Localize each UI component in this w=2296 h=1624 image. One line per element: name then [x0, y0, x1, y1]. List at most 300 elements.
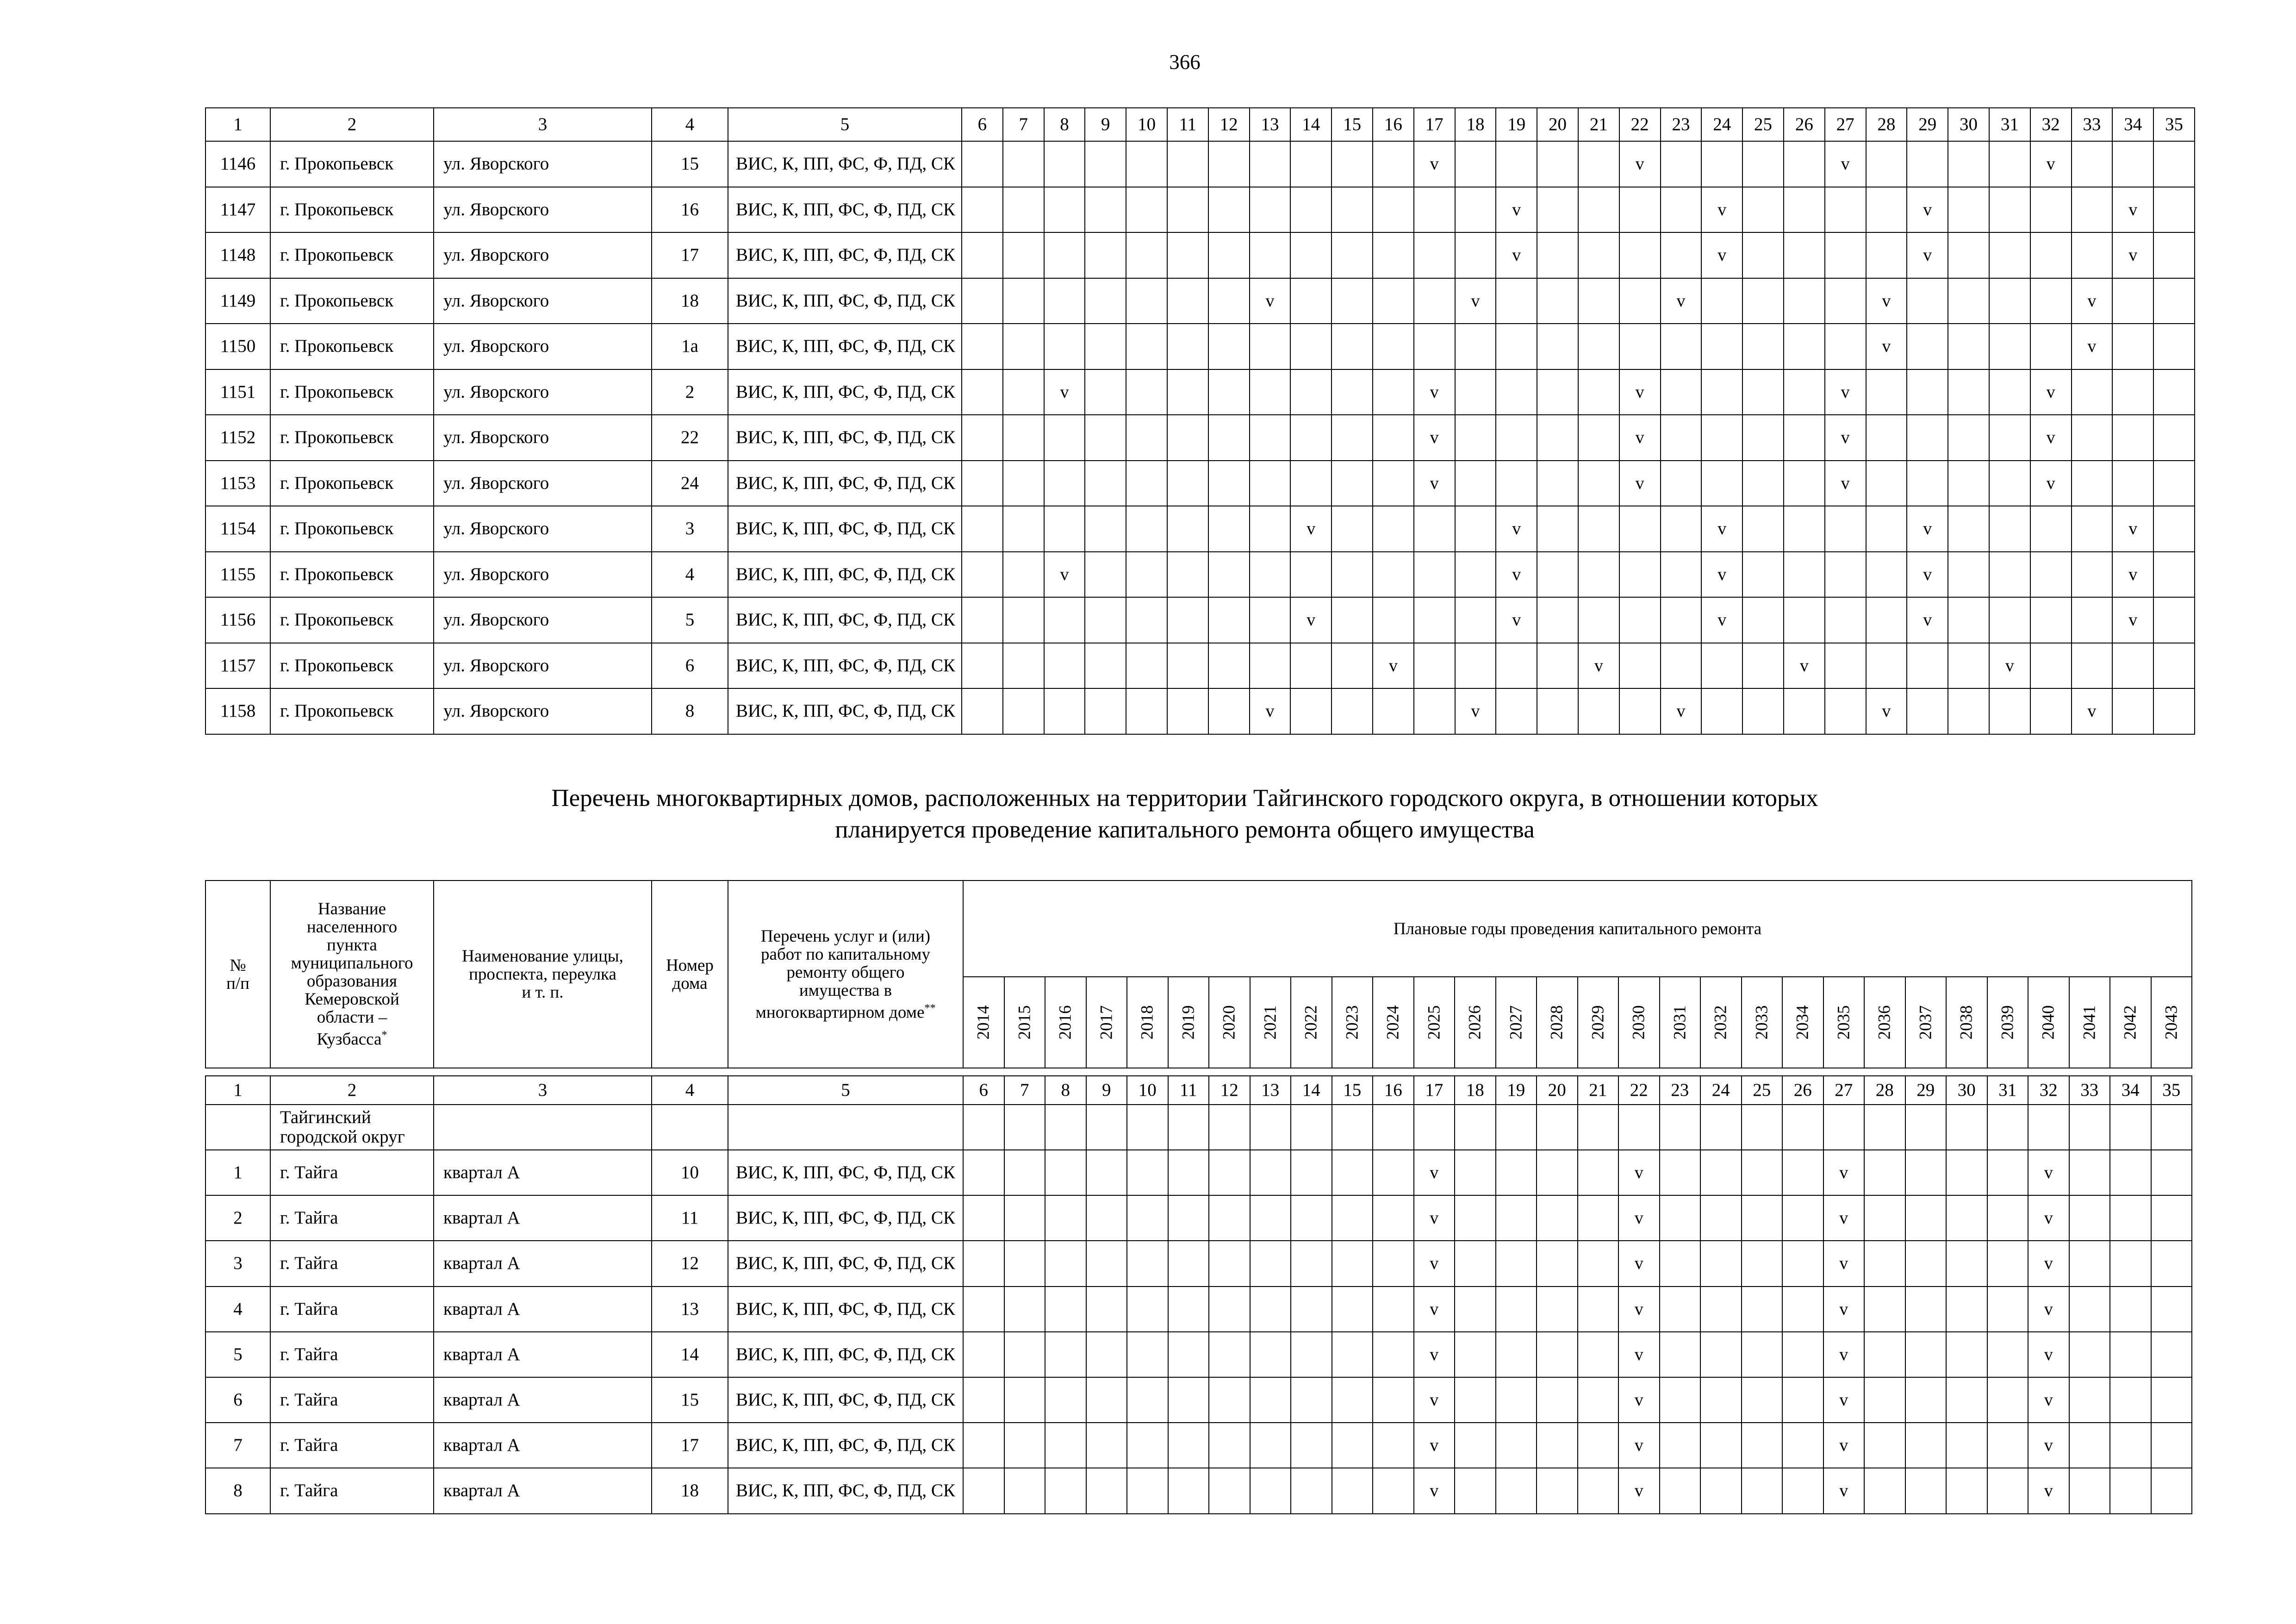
year-cell [1578, 187, 1619, 233]
year-cell [1208, 552, 1250, 598]
year-cell [1742, 141, 1784, 187]
row-street: квартал А [434, 1150, 652, 1195]
year-cell [1250, 1332, 1291, 1377]
year-cell [1578, 1377, 1619, 1423]
year-header [2028, 977, 2069, 1068]
column-number: 21 [1578, 108, 1619, 141]
year-cell [1578, 1241, 1619, 1286]
year-cell [1332, 1150, 1373, 1195]
year-cell [1496, 643, 1537, 689]
year-header [1618, 977, 1660, 1068]
year-cell [1989, 324, 2030, 369]
year-cell [1455, 1332, 1496, 1377]
year-cell [1496, 187, 1537, 233]
year-cell [1660, 1287, 1701, 1332]
year-cell [1661, 552, 1702, 598]
planned-mark: v [1839, 1254, 1848, 1274]
year-label: 2034 [1793, 1005, 1812, 1040]
year-cell [1250, 278, 1291, 324]
row-works-list: ВИС, К, ПП, ФС, Ф, ПД, СК [728, 506, 962, 552]
year-cell [1537, 369, 1578, 415]
year-cell [1455, 597, 1496, 643]
year-header [2110, 977, 2151, 1068]
planned-mark: v [1634, 1208, 1643, 1228]
year-cell [1989, 506, 2030, 552]
empty-cell [434, 1105, 652, 1150]
year-cell [1784, 187, 1825, 233]
year-cell [2072, 278, 2113, 324]
year-header [1086, 977, 1127, 1068]
year-cell [1578, 1287, 1619, 1332]
row-number: 1150 [205, 324, 270, 369]
year-cell [1701, 278, 1742, 324]
year-cell [1373, 415, 1414, 461]
row-house-number: 15 [652, 1377, 728, 1423]
row-works-list: ВИС, К, ПП, ФС, Ф, ПД, СК [728, 688, 962, 734]
year-cell [2112, 643, 2153, 689]
planned-mark: v [1512, 564, 1521, 584]
row-settlement: г. Прокопьевск [270, 232, 434, 278]
row-settlement: г. Прокопьевск [270, 643, 434, 689]
planned-mark: v [2044, 1163, 2053, 1183]
year-cell [1537, 232, 1578, 278]
year-cell [1946, 1423, 1987, 1468]
year-cell [1455, 324, 1496, 369]
year-header [1782, 977, 1823, 1068]
year-cell [2110, 1332, 2151, 1377]
year-cell [1987, 1241, 2028, 1286]
year-cell [1003, 643, 1044, 689]
year-cell [2110, 1241, 2151, 1286]
year-cell [2030, 688, 2072, 734]
year-cell [1208, 369, 1250, 415]
year-cell [1455, 415, 1496, 461]
planned-mark: v [1635, 382, 1644, 402]
year-cell [1250, 1150, 1291, 1195]
planned-mark: v [1430, 154, 1439, 174]
year-cell [1701, 232, 1742, 278]
year-cell [1782, 1468, 1823, 1513]
page-number: 366 [1169, 50, 1201, 74]
year-cell [1086, 1150, 1127, 1195]
year-cell [1332, 552, 1373, 598]
year-cell [1700, 1241, 1742, 1286]
year-cell [1948, 552, 1989, 598]
year-cell [1907, 232, 1948, 278]
year-cell [1700, 1287, 1742, 1332]
year-cell [1208, 688, 1250, 734]
year-header [1373, 977, 1414, 1068]
planned-mark: v [2044, 1208, 2053, 1228]
year-cell [1701, 597, 1742, 643]
year-cell [2030, 552, 2072, 598]
year-cell [2072, 461, 2113, 506]
header-line: и т. п. [522, 983, 564, 1002]
year-cell [1414, 643, 1455, 689]
row-street: ул. Яворского [434, 141, 652, 187]
empty-cell [1905, 1105, 1947, 1150]
row-settlement: г. Прокопьевск [270, 461, 434, 506]
year-cell [1825, 369, 1866, 415]
planned-mark: v [1265, 291, 1275, 311]
year-cell [2030, 232, 2072, 278]
year-cell [1905, 1150, 1947, 1195]
column-number: 31 [1987, 1076, 2028, 1105]
year-cell [1250, 1195, 1291, 1241]
year-cell [1250, 461, 1291, 506]
year-cell [1989, 232, 2030, 278]
year-cell [1455, 141, 1496, 187]
year-header [1946, 977, 1987, 1068]
year-cell [1742, 1287, 1783, 1332]
planned-mark: v [1430, 1390, 1439, 1410]
year-cell [1208, 643, 1250, 689]
year-header [1823, 977, 1865, 1068]
planned-mark: v [1634, 1299, 1643, 1319]
year-cell [2110, 1150, 2151, 1195]
year-cell [1332, 232, 1373, 278]
year-cell [1907, 369, 1948, 415]
year-cell [1866, 597, 1907, 643]
year-cell [1742, 1423, 1783, 1468]
year-cell [1823, 1468, 1865, 1513]
empty-cell [1864, 1105, 1905, 1150]
year-cell [1619, 552, 1661, 598]
row-house-number: 4 [652, 552, 728, 598]
header-line: пункта [327, 936, 377, 955]
year-cell [2151, 1377, 2192, 1423]
year-cell [1907, 187, 1948, 233]
row-settlement: г. Прокопьевск [270, 324, 434, 369]
header-years-caption: Плановые годы проведения капитального ремонта [963, 881, 2192, 977]
row-street: ул. Яворского [434, 597, 652, 643]
year-cell [1455, 369, 1496, 415]
year-cell [1373, 1423, 1414, 1468]
year-cell [1825, 324, 1866, 369]
column-number: 3 [434, 1076, 652, 1105]
year-cell [1578, 643, 1619, 689]
year-cell [963, 1377, 1004, 1423]
year-cell [1784, 232, 1825, 278]
year-cell [1332, 1241, 1373, 1286]
year-cell [1044, 506, 1085, 552]
year-cell [1414, 1332, 1455, 1377]
empty-cell [1537, 1105, 1578, 1150]
year-cell [1619, 506, 1661, 552]
year-label: 2024 [1383, 1005, 1403, 1040]
year-cell [1825, 688, 1866, 734]
year-cell [1455, 1241, 1496, 1286]
row-street: ул. Яворского [434, 643, 652, 689]
year-cell [1332, 1195, 1373, 1241]
planned-mark: v [1430, 382, 1439, 402]
year-cell [1987, 1468, 2028, 1513]
year-cell [1414, 1468, 1455, 1513]
year-header [1700, 977, 1742, 1068]
column-number: 27 [1823, 1076, 1865, 1105]
planned-mark: v [1841, 473, 1850, 493]
year-cell [1373, 1150, 1414, 1195]
year-label: 2015 [1015, 1005, 1034, 1040]
planned-mark: v [1635, 154, 1644, 174]
year-cell [962, 597, 1003, 643]
year-cell [1784, 643, 1825, 689]
year-cell [1742, 324, 1784, 369]
empty-cell [1209, 1105, 1250, 1150]
row-works-list: ВИС, К, ПП, ФС, Ф, ПД, СК [728, 1332, 963, 1377]
year-cell [1661, 597, 1702, 643]
year-header [1168, 977, 1209, 1068]
year-cell [1414, 1150, 1455, 1195]
year-cell [1290, 278, 1332, 324]
year-cell [1825, 461, 1866, 506]
year-header [1537, 977, 1578, 1068]
year-cell [1823, 1377, 1865, 1423]
empty-cell [1332, 1105, 1373, 1150]
row-number: 2 [205, 1195, 270, 1241]
year-cell [1660, 1150, 1701, 1195]
planned-mark: v [1839, 1390, 1848, 1410]
planned-mark: v [1839, 1344, 1848, 1364]
planned-mark: v [1471, 291, 1480, 311]
year-cell [1208, 232, 1250, 278]
year-cell [1332, 1468, 1373, 1513]
column-number: 13 [1250, 1076, 1291, 1105]
year-cell [1168, 1241, 1209, 1286]
row-works-list: ВИС, К, ПП, ФС, Ф, ПД, СК [728, 324, 962, 369]
planned-mark: v [1307, 610, 1316, 630]
year-cell [1208, 187, 1250, 233]
row-house-number: 17 [652, 1423, 728, 1468]
header-col-works [728, 881, 963, 1068]
year-cell [1455, 1195, 1496, 1241]
year-cell [1866, 461, 1907, 506]
year-label: 2020 [1220, 1005, 1239, 1040]
year-cell [1332, 597, 1373, 643]
year-label: 2023 [1343, 1005, 1362, 1040]
year-cell [1290, 552, 1332, 598]
year-cell [1864, 1468, 1905, 1513]
year-cell [1907, 141, 1948, 187]
row-number: 5 [205, 1332, 270, 1377]
empty-cell [1987, 1105, 2028, 1150]
year-cell [1948, 278, 1989, 324]
empty-cell [2110, 1105, 2151, 1150]
year-cell [1661, 232, 1702, 278]
year-cell [1126, 506, 1167, 552]
column-number: 5 [728, 108, 962, 141]
year-cell [1618, 1287, 1660, 1332]
year-cell [1004, 1241, 1045, 1286]
year-cell [1291, 1287, 1332, 1332]
year-cell [2153, 506, 2195, 552]
year-cell [1414, 1195, 1455, 1241]
year-cell [1004, 1423, 1045, 1468]
year-cell [1332, 643, 1373, 689]
row-number: 1152 [205, 415, 270, 461]
column-number: 3 [434, 108, 652, 141]
column-number: 28 [1866, 108, 1907, 141]
year-cell [2153, 324, 2195, 369]
year-cell [2069, 1332, 2110, 1377]
year-cell [2112, 324, 2153, 369]
row-works-list: ВИС, К, ПП, ФС, Ф, ПД, СК [728, 552, 962, 598]
year-cell [1373, 324, 1414, 369]
year-header [1455, 977, 1496, 1068]
year-cell [1126, 415, 1167, 461]
year-cell [1414, 1377, 1455, 1423]
row-number: 1158 [205, 688, 270, 734]
planned-mark: v [1676, 701, 1686, 721]
year-cell [1455, 278, 1496, 324]
year-cell [2069, 1377, 2110, 1423]
year-cell [1290, 232, 1332, 278]
year-cell [1455, 187, 1496, 233]
row-house-number: 16 [652, 187, 728, 233]
year-cell [1905, 1195, 1947, 1241]
year-cell [1291, 1377, 1332, 1423]
row-works-list: ВИС, К, ПП, ФС, Ф, ПД, СК [728, 141, 962, 187]
planned-mark: v [2087, 291, 2097, 311]
year-header [1864, 977, 1905, 1068]
year-header [1905, 977, 1947, 1068]
year-cell [1414, 1423, 1455, 1468]
row-house-number: 24 [652, 461, 728, 506]
year-cell [1332, 369, 1373, 415]
year-cell [1948, 141, 1989, 187]
year-cell [1742, 1377, 1783, 1423]
year-cell [1290, 688, 1332, 734]
year-cell [1332, 1377, 1373, 1423]
table-row [205, 1195, 2192, 1241]
year-cell [1700, 1332, 1742, 1377]
year-cell [2030, 415, 2072, 461]
year-cell [1948, 415, 1989, 461]
year-cell [1660, 1332, 1701, 1377]
year-cell [1004, 1377, 1045, 1423]
empty-cell [1291, 1105, 1332, 1150]
year-cell [1784, 141, 1825, 187]
year-cell [1003, 552, 1044, 598]
column-number: 10 [1127, 1076, 1168, 1105]
year-cell [1208, 278, 1250, 324]
year-cell [1946, 1241, 1987, 1286]
year-cell [1619, 324, 1661, 369]
planned-mark: v [1634, 1254, 1643, 1274]
year-cell [1701, 688, 1742, 734]
planned-mark: v [2044, 1390, 2053, 1410]
year-cell [1209, 1332, 1250, 1377]
year-cell [1619, 688, 1661, 734]
year-cell [1168, 1332, 1209, 1377]
year-cell [1208, 141, 1250, 187]
year-cell [1290, 141, 1332, 187]
row-works-list: ВИС, К, ПП, ФС, Ф, ПД, СК [728, 415, 962, 461]
column-number: 21 [1578, 1076, 1619, 1105]
empty-cell [1946, 1105, 1987, 1150]
year-cell [2153, 688, 2195, 734]
year-cell [1742, 597, 1784, 643]
year-cell [1496, 369, 1537, 415]
column-number: 4 [652, 1076, 728, 1105]
planned-mark: v [1839, 1436, 1848, 1455]
row-settlement: г. Прокопьевск [270, 688, 434, 734]
year-cell [1167, 415, 1208, 461]
section-title-line1: Перечень многоквартирных домов, расположенных на территории Тайгинского городского округа, в отношении которых [551, 785, 1818, 812]
year-cell [1700, 1150, 1742, 1195]
year-cell [1905, 1332, 1947, 1377]
column-number: 25 [1742, 108, 1784, 141]
planned-mark: v [1430, 1254, 1439, 1274]
year-cell [1250, 369, 1291, 415]
year-cell [1866, 324, 1907, 369]
header-line: Кузбасса* [317, 1029, 387, 1049]
column-number: 15 [1332, 108, 1373, 141]
year-cell [1045, 1468, 1086, 1513]
column-number: 18 [1455, 108, 1496, 141]
year-cell [1907, 552, 1948, 598]
year-cell [1168, 1423, 1209, 1468]
year-cell [1618, 1150, 1660, 1195]
year-header [2151, 977, 2192, 1068]
year-cell [1578, 597, 1619, 643]
year-cell [1044, 597, 1085, 643]
empty-cell [1455, 1105, 1496, 1150]
year-cell [1085, 597, 1126, 643]
year-cell [2072, 232, 2113, 278]
year-cell [1578, 324, 1619, 369]
year-cell [1496, 1423, 1537, 1468]
row-number: 1147 [205, 187, 270, 233]
planned-mark: v [1841, 154, 1850, 174]
row-street: ул. Яворского [434, 232, 652, 278]
year-cell [1946, 1332, 1987, 1377]
year-cell [1332, 461, 1373, 506]
year-cell [1784, 324, 1825, 369]
year-cell [1537, 643, 1578, 689]
row-street: ул. Яворского [434, 324, 652, 369]
year-cell [1455, 643, 1496, 689]
year-cell [1127, 1195, 1168, 1241]
year-cell [1332, 141, 1373, 187]
year-cell [1701, 369, 1742, 415]
year-cell [1455, 688, 1496, 734]
year-cell [1126, 688, 1167, 734]
year-cell [1290, 324, 1332, 369]
planned-mark: v [1512, 200, 1521, 219]
row-works-list: ВИС, К, ПП, ФС, Ф, ПД, СК [728, 187, 962, 233]
year-cell [1045, 1150, 1086, 1195]
year-cell [2112, 506, 2153, 552]
planned-mark: v [1512, 519, 1521, 539]
column-number: 1 [205, 1076, 270, 1105]
planned-mark: v [2046, 154, 2055, 174]
year-cell [1578, 1423, 1619, 1468]
year-cell [1537, 461, 1578, 506]
year-cell [1208, 506, 1250, 552]
year-cell [1784, 506, 1825, 552]
year-cell [1414, 688, 1455, 734]
year-cell [1742, 278, 1784, 324]
year-cell [1782, 1150, 1823, 1195]
year-cell [1784, 552, 1825, 598]
year-cell [1578, 232, 1619, 278]
planned-mark: v [1265, 701, 1275, 721]
year-cell [1948, 597, 1989, 643]
year-cell [2028, 1287, 2069, 1332]
year-cell [1086, 1195, 1127, 1241]
year-cell [1373, 1241, 1414, 1286]
